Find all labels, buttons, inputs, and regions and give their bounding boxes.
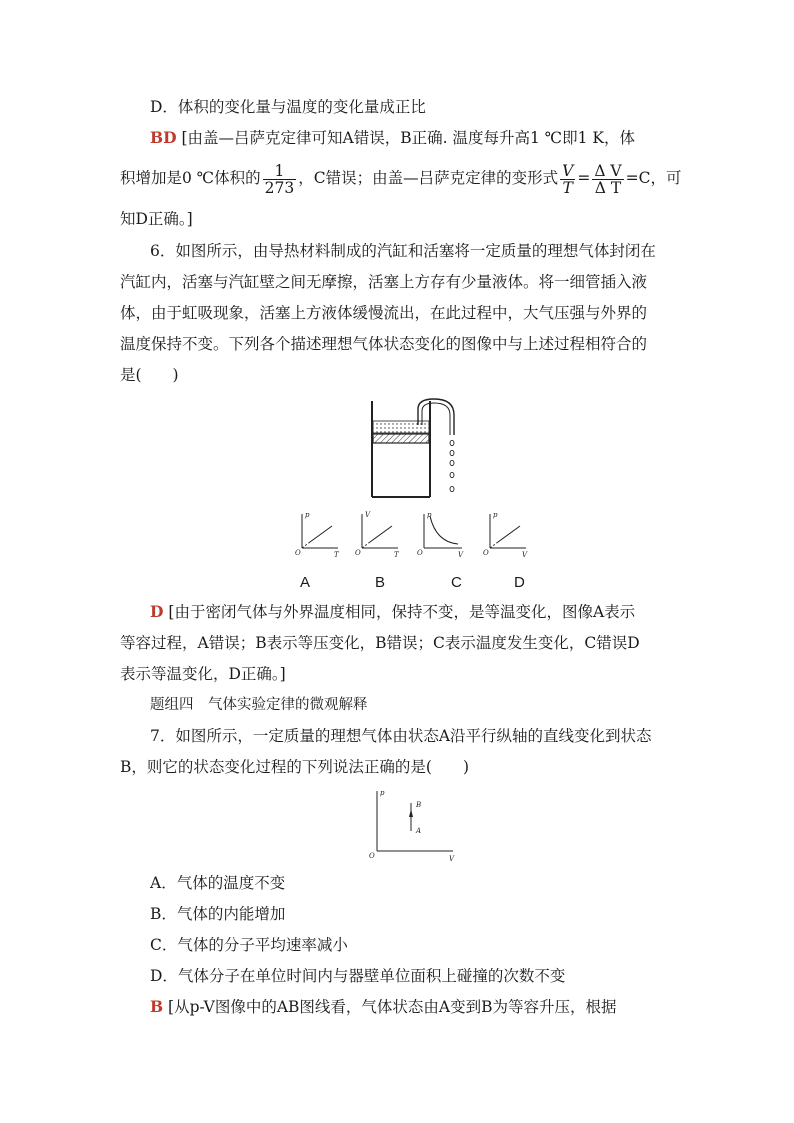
- q5-explanation-line1: [150, 127, 710, 149]
- piston: [373, 434, 429, 443]
- graph-a-x-label: T: [334, 551, 339, 559]
- q6-explanation-line2: 等容过程，A错误；B表示等压变化，B错误；C表示温度发生变化，C错误D: [120, 634, 640, 652]
- section-title: 题组四 气体实验定律的微观解释: [150, 697, 368, 713]
- graph-a-origin: O: [295, 549, 301, 557]
- q6-stem-line2: 汽缸内，活塞与汽缸壁之间无摩擦，活塞上方存有少量液体。将一细管插入液: [120, 273, 648, 291]
- graph-b-origin: O: [355, 549, 361, 557]
- q5-explanation-line2: [120, 158, 680, 198]
- frac-v: V: [562, 161, 574, 180]
- q7-option-a: A．气体的温度不变: [150, 874, 286, 892]
- q6-explanation-line3: 表示等温变化，D正确。]: [120, 665, 286, 683]
- q6-answer: D: [150, 602, 164, 621]
- equals: =: [577, 169, 591, 187]
- fraction-1-273: [263, 163, 297, 196]
- frac-den: 273: [264, 178, 295, 197]
- q7-option-b: B．气体的内能增加: [150, 905, 286, 923]
- q5-exp1: [由盖—吕萨克定律可知A错误，B正确. 温度每升高1 ℃即1 K，体: [181, 129, 635, 147]
- q7-point-a: A: [416, 827, 422, 835]
- graph-b: [362, 514, 398, 548]
- q7-stem-line2: B，则它的状态变化过程的下列说法正确的是( ): [120, 758, 469, 776]
- fraction-dv-dt: [592, 163, 623, 196]
- fraction-v-t: [560, 163, 575, 196]
- q7-x-label: V: [449, 855, 455, 863]
- graph-d-origin: O: [483, 549, 489, 557]
- q7-option-c: C．气体的分子平均速率减小: [150, 936, 348, 954]
- graph-d-x-label: V: [522, 551, 528, 559]
- q7-point-b: B: [416, 801, 422, 809]
- q5-eq-c: =C，可: [625, 169, 682, 187]
- q6-option-d-label: D: [514, 574, 525, 591]
- q6-option-c-label: C: [451, 574, 462, 591]
- graph-c: [424, 514, 462, 548]
- q7-option-d: D．气体分子在单位时间内与器壁单位面积上碰撞的次数不变: [150, 967, 566, 985]
- graph-a-y-label: p: [305, 511, 310, 519]
- cylinder-siphon-figure: [360, 395, 470, 505]
- graph-b-y-label: V: [365, 511, 371, 519]
- q5-exp2b: ，C错误；由盖—吕萨克定律的变形式: [298, 169, 559, 187]
- q6-option-b-label: B: [375, 574, 386, 591]
- q5-explanation-line3: 知D正确。]: [120, 210, 193, 228]
- q6-explanation-line1: [150, 601, 710, 623]
- q7-y-label: p: [380, 789, 385, 797]
- graph-d-y-label: p: [493, 511, 498, 519]
- q6-stem-line3: 体，由于虹吸现象，活塞上方液体缓慢流出，在此过程中，大气压强与外界的: [120, 304, 648, 322]
- frac-dt: Δ T: [594, 178, 622, 197]
- graph-b-x-label: T: [394, 551, 399, 559]
- q7-pv-graph: [365, 785, 465, 865]
- frac-t: T: [562, 178, 573, 197]
- drop: [450, 472, 454, 477]
- q6-exp1: [由于密闭气体与外界温度相同，保持不变，是等温变化，图像A表示: [168, 603, 636, 621]
- graph-d: [490, 514, 526, 548]
- q7-explanation-line1: [150, 996, 710, 1018]
- q7-exp1: [从p-V图像中的AB图线看，气体状态由A变到B为等容升压，根据: [168, 998, 617, 1016]
- q6-stem-line4: 温度保持不变。下列各个描述理想气体状态变化的图像中与上述过程相符合的: [120, 335, 648, 353]
- q6-option-graphs: [290, 508, 540, 564]
- q5-option-d: D．体积的变化量与温度的变化量成正比: [150, 98, 426, 116]
- graph-c-x-label: V: [458, 551, 464, 559]
- drop: [450, 440, 454, 445]
- drop: [450, 486, 454, 491]
- q6-stem-line5: 是( ): [120, 366, 179, 384]
- graph-c-origin: O: [417, 549, 423, 557]
- q7-origin: O: [369, 852, 375, 860]
- q5-answer: BD: [150, 128, 177, 147]
- drop: [450, 450, 454, 455]
- graph-c-y-label: p: [427, 511, 432, 519]
- frac-num: 1: [263, 163, 297, 180]
- q6-stem-line1: 6．如图所示，由导热材料制成的汽缸和活塞将一定质量的理想气体封闭在: [150, 242, 656, 260]
- q5-exp2a: 积增加是0 ℃体积的: [120, 169, 261, 187]
- q7-answer: B: [150, 997, 164, 1016]
- q7-stem-line1: 7．如图所示，一定质量的理想气体由状态A沿平行纵轴的直线变化到状态: [150, 727, 652, 745]
- frac-dv: Δ V: [594, 161, 622, 180]
- liquid-layer: [373, 421, 429, 433]
- arrow-up-icon: [409, 809, 413, 817]
- q6-option-a-label: A: [300, 574, 311, 591]
- graph-a: [302, 514, 338, 548]
- drop: [450, 460, 454, 465]
